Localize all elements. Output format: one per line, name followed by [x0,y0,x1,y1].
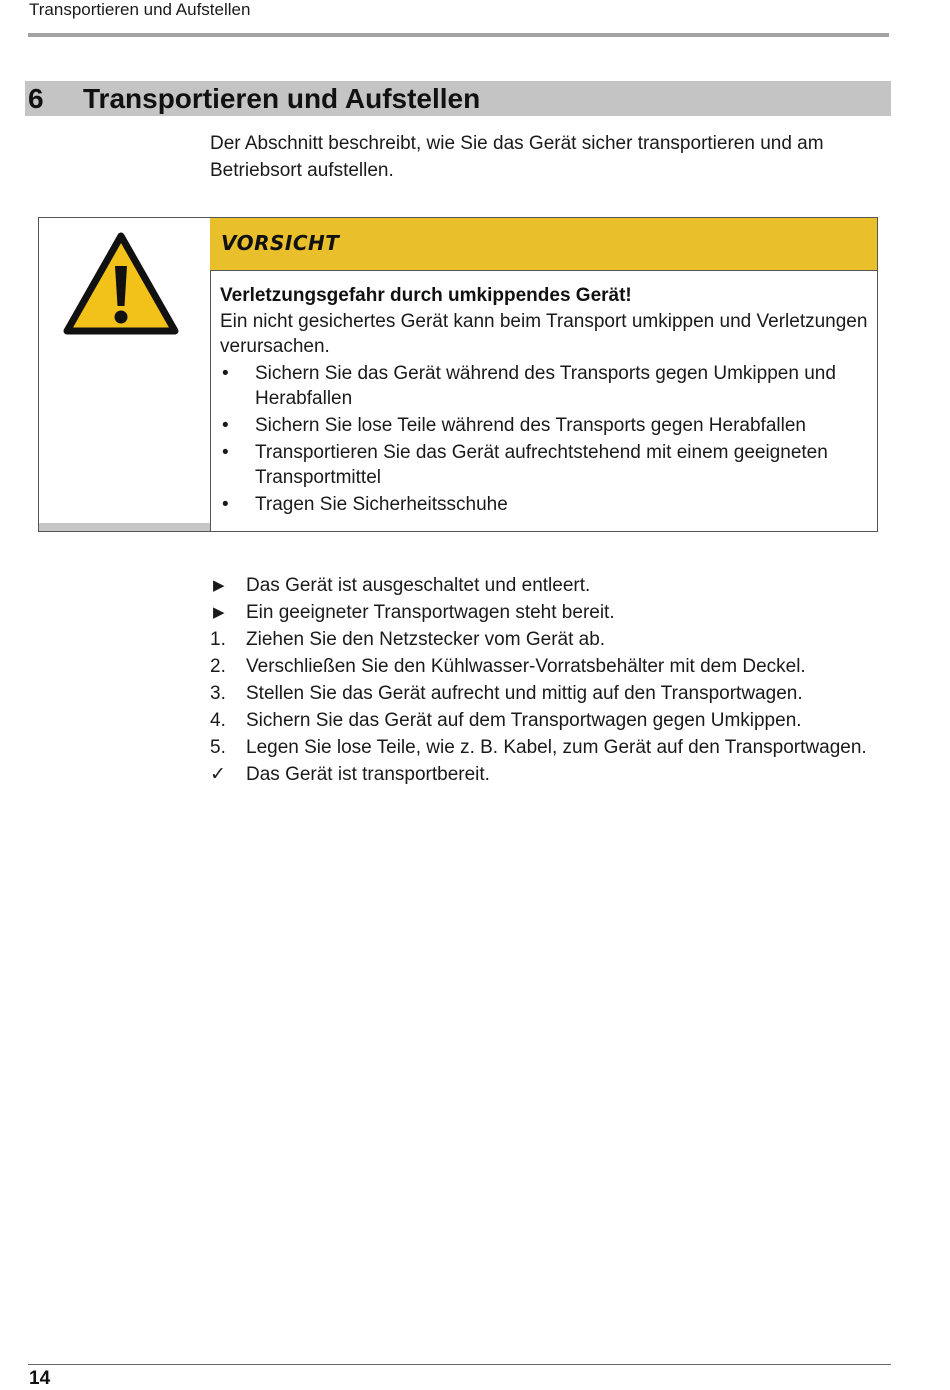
bullet-icon: • [222,494,229,515]
measure-text: Sichern Sie lose Teile während des Transports gegen Herabfallen [255,415,806,436]
bullet-icon: • [222,415,229,436]
step-item [210,734,880,761]
chapter-title: Transportieren und Aufstellen [83,83,481,114]
measure-text: Sichern Sie das Gerät während des Transports gegen Umkippen und Herabfallen [255,363,836,409]
bullet-icon: • [222,442,229,463]
list-item [220,413,870,438]
bullet-icon: • [222,363,229,384]
measure-text: Tragen Sie Sicherheitsschuhe [255,494,508,515]
safety-measures-list [220,361,870,517]
signal-word-bar [210,218,877,271]
prerequisite-text: Das Gerät ist ausgeschaltet und entleert. [246,575,591,596]
warning-icon-column [39,218,211,531]
footer-rule [28,1364,891,1365]
triangle-right-icon: ▶ [213,604,225,621]
warning-triangle-icon [63,232,179,336]
step-number: 2. [210,656,226,677]
list-item [220,492,870,517]
procedure-list [210,572,880,788]
step-number: 5. [210,737,226,758]
step-number: 4. [210,710,226,731]
step-item [210,626,880,653]
running-header: Transportieren und Aufstellen [29,0,251,19]
warning-content [220,282,870,519]
step-text: Legen Sie lose Teile, wie z. B. Kabel, zum Gerät auf den Transportwagen. [246,737,867,758]
step-number: 3. [210,683,226,704]
warning-box [38,217,878,532]
list-item [220,361,870,411]
hazard-title: Verletzungsgefahr durch umkippendes Gerät! [220,285,632,306]
page-number: 14 [29,1368,51,1389]
step-text: Ziehen Sie den Netzstecker vom Gerät ab. [246,629,606,650]
step-text: Stellen Sie das Gerät aufrecht und mittig auf den Transportwagen. [246,683,803,704]
prerequisite-item [210,599,880,626]
measure-text: Transportieren Sie das Gerät aufrechtstehend mit einem geeigneten Transportmittel [255,442,828,488]
result-text: Das Gerät ist transportbereit. [246,764,490,785]
prerequisite-item [210,572,880,599]
step-text: Verschließen Sie den Kühlwasser-Vorratsbehälter mit dem Deckel. [246,656,806,677]
signal-word: VORSICHT [221,231,340,255]
step-item [210,653,880,680]
warning-icon-base [39,523,210,531]
result-item [210,761,880,788]
list-item [220,440,870,490]
hazard-description: Ein nicht gesichertes Gerät kann beim Transport umkippen und Verletzungen verursachen. [220,311,868,357]
intro-paragraph: Der Abschnitt beschreibt, wie Sie das Gerät sicher transportieren und am Betriebsort aufstellen. [210,133,824,181]
step-text: Sichern Sie das Gerät auf dem Transportwagen gegen Umkippen. [246,710,802,731]
header-rule [28,33,889,37]
checkmark-icon: ✓ [210,764,226,785]
triangle-right-icon: ▶ [213,577,225,594]
step-item [210,707,880,734]
step-item [210,680,880,707]
step-number: 1. [210,629,226,650]
prerequisite-text: Ein geeigneter Transportwagen steht bereit. [246,602,615,623]
chapter-number: 6 [28,83,44,114]
